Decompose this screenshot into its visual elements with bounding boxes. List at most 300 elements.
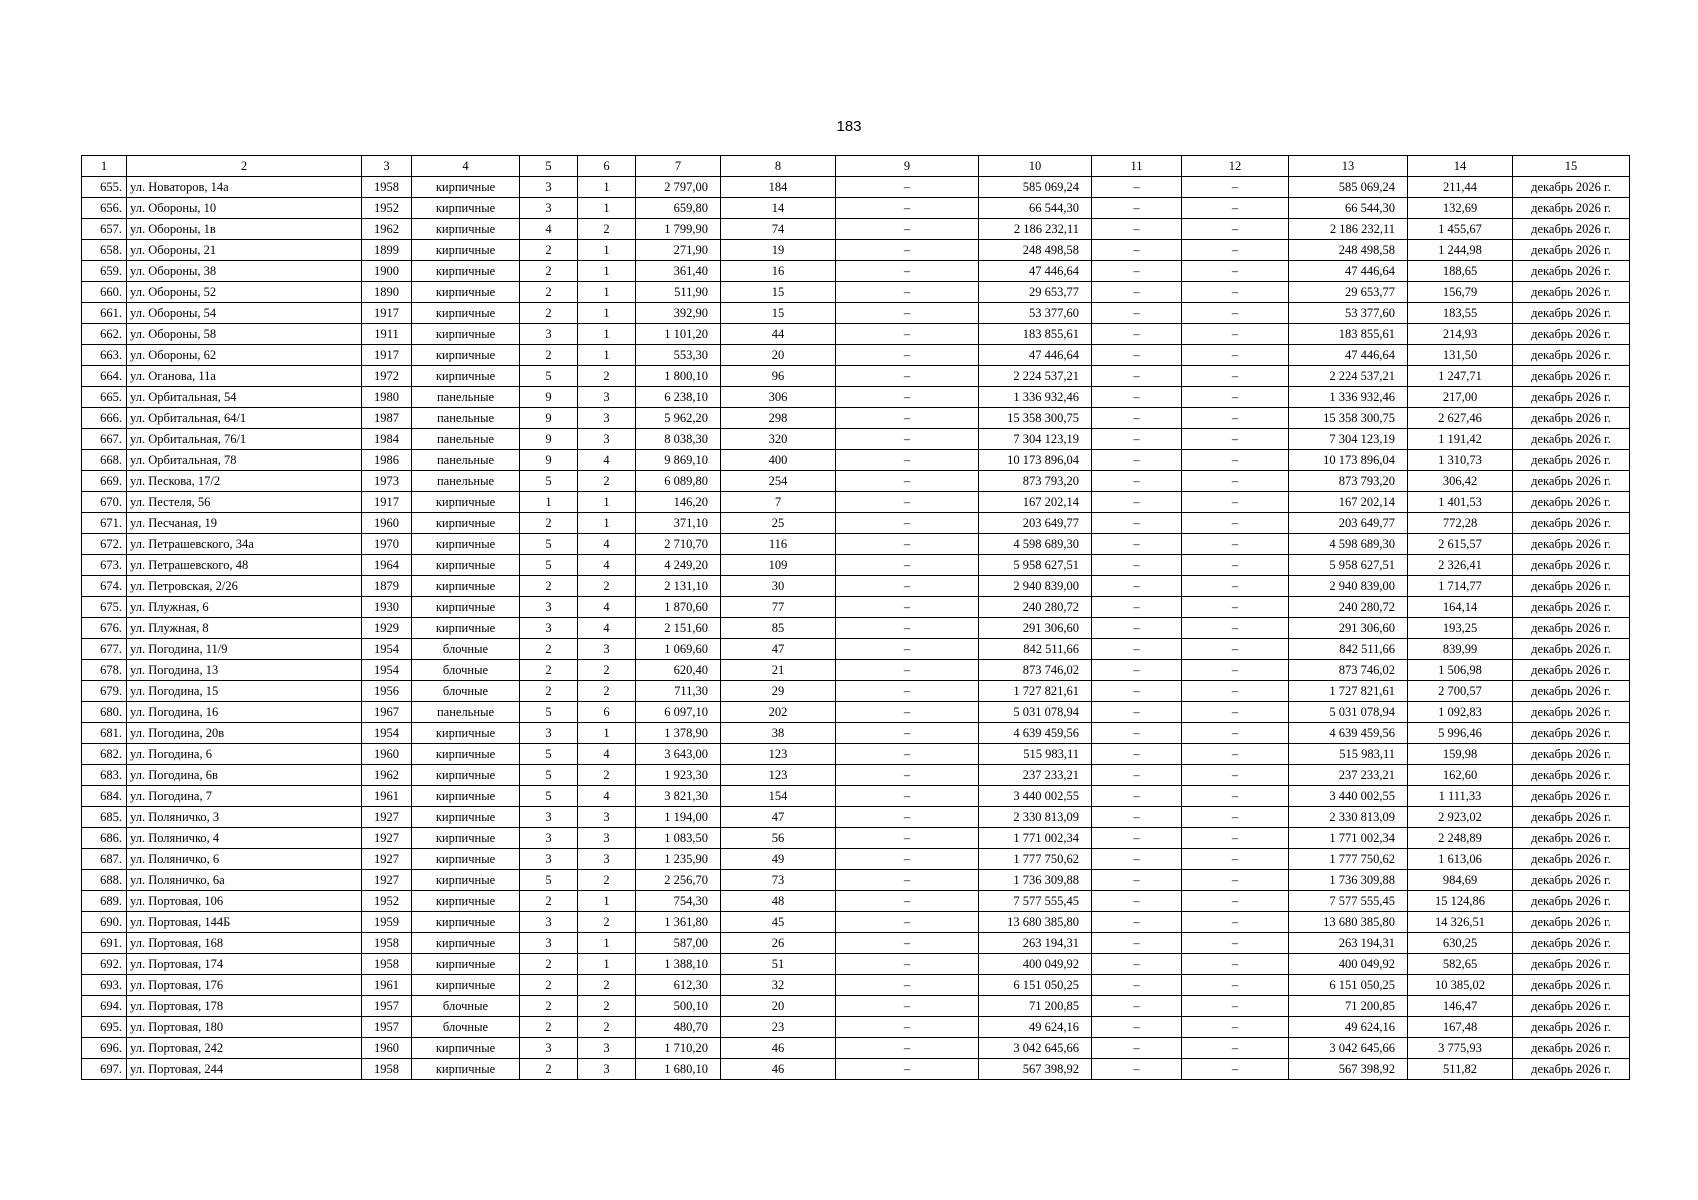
table-cell: кирпичные (412, 891, 520, 912)
table-cell: 4 (578, 744, 636, 765)
table-cell: – (1182, 744, 1289, 765)
table-cell: – (836, 198, 979, 219)
table-cell: 658. (82, 240, 127, 261)
table-cell: 123 (721, 744, 836, 765)
table-cell: – (1182, 933, 1289, 954)
table-cell: 183 855,61 (1289, 324, 1408, 345)
table-cell: 655. (82, 177, 127, 198)
table-cell: 3 440 002,55 (979, 786, 1092, 807)
table-cell: – (1092, 618, 1182, 639)
table-cell: 3 (520, 177, 578, 198)
table-cell: декабрь 2026 г. (1513, 513, 1630, 534)
table-cell: 271,90 (636, 240, 721, 261)
table-cell: 5 031 078,94 (1289, 702, 1408, 723)
table-cell: – (1182, 1038, 1289, 1059)
table-cell: 1 800,10 (636, 366, 721, 387)
table-cell: 1 (578, 345, 636, 366)
table-cell: 567 398,92 (1289, 1059, 1408, 1080)
table-cell: 47 (721, 639, 836, 660)
table-cell: 14 326,51 (1408, 912, 1513, 933)
table-cell: 1 336 932,46 (979, 387, 1092, 408)
table-cell: 156,79 (1408, 282, 1513, 303)
table-cell: 657. (82, 219, 127, 240)
table-cell: – (836, 639, 979, 660)
table-cell: декабрь 2026 г. (1513, 408, 1630, 429)
table-cell: – (1092, 807, 1182, 828)
table-cell: 694. (82, 996, 127, 1017)
table-cell: 49 (721, 849, 836, 870)
table-cell: 3 (578, 387, 636, 408)
table-cell: 2 224 537,21 (979, 366, 1092, 387)
table-cell: 2 627,46 (1408, 408, 1513, 429)
table-cell: декабрь 2026 г. (1513, 975, 1630, 996)
table-cell: ул. Поляничко, 6а (127, 870, 362, 891)
table-cell: 2 (520, 660, 578, 681)
table-cell: кирпичные (412, 492, 520, 513)
table-cell: кирпичные (412, 555, 520, 576)
table-cell: 4 (578, 786, 636, 807)
table-cell: декабрь 2026 г. (1513, 786, 1630, 807)
table-cell: 2 (578, 912, 636, 933)
table-cell: декабрь 2026 г. (1513, 828, 1630, 849)
table-cell: 73 (721, 870, 836, 891)
table-cell: 683. (82, 765, 127, 786)
table-cell: 1930 (362, 597, 412, 618)
table-cell: 3 (578, 408, 636, 429)
table-cell: 511,82 (1408, 1059, 1513, 1080)
table-cell: – (1182, 450, 1289, 471)
table-cell: 688. (82, 870, 127, 891)
table-cell: 4 639 459,56 (1289, 723, 1408, 744)
table-cell: 306 (721, 387, 836, 408)
table-cell: 1960 (362, 513, 412, 534)
table-cell: декабрь 2026 г. (1513, 240, 1630, 261)
table-cell: ул. Петрашевского, 48 (127, 555, 362, 576)
table-cell: 32 (721, 975, 836, 996)
table-cell: 676. (82, 618, 127, 639)
table-cell: 1 777 750,62 (1289, 849, 1408, 870)
table-row (82, 1038, 1630, 1059)
table-cell: 1954 (362, 660, 412, 681)
table-cell: – (1182, 786, 1289, 807)
table-cell: 3 (520, 828, 578, 849)
table-cell: – (1092, 933, 1182, 954)
table-cell: – (836, 828, 979, 849)
table-cell: 669. (82, 471, 127, 492)
table-cell: кирпичные (412, 345, 520, 366)
column-header-6: 6 (578, 156, 636, 177)
table-cell: – (1182, 555, 1289, 576)
table-cell: ул. Погодина, 15 (127, 681, 362, 702)
table-cell: 53 377,60 (1289, 303, 1408, 324)
table-cell: 15 124,86 (1408, 891, 1513, 912)
table-cell: 677. (82, 639, 127, 660)
table-cell: 217,00 (1408, 387, 1513, 408)
table-cell: – (1182, 723, 1289, 744)
table-cell: 56 (721, 828, 836, 849)
table-cell: 2 330 813,09 (979, 807, 1092, 828)
table-cell: – (836, 576, 979, 597)
table-cell: 10 385,02 (1408, 975, 1513, 996)
table-cell: 2 186 232,11 (1289, 219, 1408, 240)
table-cell: 4 598 689,30 (1289, 534, 1408, 555)
column-header-8: 8 (721, 156, 836, 177)
table-cell: 116 (721, 534, 836, 555)
table-cell: 585 069,24 (979, 177, 1092, 198)
table-cell: 14 (721, 198, 836, 219)
table-cell: 3 042 645,66 (1289, 1038, 1408, 1059)
table-cell: – (1092, 996, 1182, 1017)
table-cell: – (836, 240, 979, 261)
table-cell: 1929 (362, 618, 412, 639)
table-cell: 2 (578, 576, 636, 597)
table-cell: 6 238,10 (636, 387, 721, 408)
table-cell: 47 (721, 807, 836, 828)
table-cell: 682. (82, 744, 127, 765)
table-cell: 687. (82, 849, 127, 870)
table-cell: 1960 (362, 1038, 412, 1059)
table-cell: – (1182, 303, 1289, 324)
table-cell: – (1092, 240, 1182, 261)
table-cell: кирпичные (412, 513, 520, 534)
table-cell: 1 111,33 (1408, 786, 1513, 807)
table-cell: 772,28 (1408, 513, 1513, 534)
table-cell: – (1092, 828, 1182, 849)
table-cell: кирпичные (412, 786, 520, 807)
table-cell: кирпичные (412, 807, 520, 828)
table-cell: 5 (520, 366, 578, 387)
table-cell: – (1182, 765, 1289, 786)
table-cell: 2 (520, 954, 578, 975)
table-cell: – (1092, 849, 1182, 870)
table-cell: 53 377,60 (979, 303, 1092, 324)
table-cell: декабрь 2026 г. (1513, 912, 1630, 933)
table-cell: 1 244,98 (1408, 240, 1513, 261)
table-cell: 1927 (362, 870, 412, 891)
table-cell: 237 233,21 (979, 765, 1092, 786)
table-cell: 3 (520, 933, 578, 954)
table-cell: 4 (578, 597, 636, 618)
table-cell: 13 680 385,80 (1289, 912, 1408, 933)
table-cell: декабрь 2026 г. (1513, 471, 1630, 492)
table-cell: 511,90 (636, 282, 721, 303)
table-cell: – (1182, 534, 1289, 555)
table-cell: 1957 (362, 996, 412, 1017)
table-cell: ул. Обороны, 54 (127, 303, 362, 324)
table-cell: декабрь 2026 г. (1513, 534, 1630, 555)
table-cell: – (1092, 870, 1182, 891)
table-cell: декабрь 2026 г. (1513, 492, 1630, 513)
table-cell: 298 (721, 408, 836, 429)
table-cell: 38 (721, 723, 836, 744)
table-row (82, 219, 1630, 240)
table-cell: 693. (82, 975, 127, 996)
table-cell: 3 (520, 807, 578, 828)
table-cell: – (1092, 471, 1182, 492)
table-row (82, 408, 1630, 429)
table-cell: – (1182, 345, 1289, 366)
table-cell: кирпичные (412, 198, 520, 219)
table-cell: 26 (721, 933, 836, 954)
table-cell: ул. Погодина, 11/9 (127, 639, 362, 660)
table-cell: декабрь 2026 г. (1513, 387, 1630, 408)
table-cell: – (836, 618, 979, 639)
table-cell: – (1182, 891, 1289, 912)
table-cell: 154 (721, 786, 836, 807)
table-cell: 1917 (362, 345, 412, 366)
table-cell: – (1182, 828, 1289, 849)
table-header-row (82, 156, 1630, 177)
table-cell: декабрь 2026 г. (1513, 954, 1630, 975)
table-cell: 162,60 (1408, 765, 1513, 786)
table-cell: кирпичные (412, 618, 520, 639)
table-cell: 10 173 896,04 (1289, 450, 1408, 471)
table-cell: – (1092, 345, 1182, 366)
table-cell: 2 326,41 (1408, 555, 1513, 576)
table-cell: 9 (520, 450, 578, 471)
table-cell: 183,55 (1408, 303, 1513, 324)
table-cell: 2 330 813,09 (1289, 807, 1408, 828)
table-cell: 1900 (362, 261, 412, 282)
table-cell: 1962 (362, 219, 412, 240)
table-cell: декабрь 2026 г. (1513, 555, 1630, 576)
table-cell: 9 (520, 408, 578, 429)
table-row (82, 282, 1630, 303)
table-cell: – (1182, 177, 1289, 198)
table-cell: 1 (578, 240, 636, 261)
table-row (82, 1059, 1630, 1080)
table-cell: 2 (520, 681, 578, 702)
table-cell: декабрь 2026 г. (1513, 345, 1630, 366)
table-cell: – (1182, 492, 1289, 513)
table-cell: 188,65 (1408, 261, 1513, 282)
table-cell: ул. Поляничко, 4 (127, 828, 362, 849)
table-cell: 77 (721, 597, 836, 618)
table-cell: 1970 (362, 534, 412, 555)
table-cell: кирпичные (412, 282, 520, 303)
table-cell: панельные (412, 702, 520, 723)
table-cell: ул. Обороны, 38 (127, 261, 362, 282)
table-cell: ул. Обороны, 21 (127, 240, 362, 261)
table-cell: 659. (82, 261, 127, 282)
table-cell: декабрь 2026 г. (1513, 261, 1630, 282)
table-cell: 663. (82, 345, 127, 366)
table-row (82, 849, 1630, 870)
table-cell: – (1182, 807, 1289, 828)
table-cell: кирпичные (412, 261, 520, 282)
table-cell: – (1182, 387, 1289, 408)
table-cell: 167,48 (1408, 1017, 1513, 1038)
table-cell: 4 598 689,30 (979, 534, 1092, 555)
table-cell: кирпичные (412, 303, 520, 324)
table-cell: 1 506,98 (1408, 660, 1513, 681)
table-cell: 1956 (362, 681, 412, 702)
table-cell: 3 (578, 1038, 636, 1059)
table-row (82, 324, 1630, 345)
table-cell: 2 (520, 576, 578, 597)
table-cell: ул. Погодина, 6 (127, 744, 362, 765)
table-cell: декабрь 2026 г. (1513, 702, 1630, 723)
table-cell: – (1182, 576, 1289, 597)
table-cell: – (1092, 261, 1182, 282)
column-header-15: 15 (1513, 156, 1630, 177)
table-cell: декабрь 2026 г. (1513, 429, 1630, 450)
table-cell: 4 249,20 (636, 555, 721, 576)
table-cell: 4 639 459,56 (979, 723, 1092, 744)
table-cell: ул. Поляничко, 3 (127, 807, 362, 828)
table-cell: 1987 (362, 408, 412, 429)
table-cell: ул. Песчаная, 19 (127, 513, 362, 534)
table-cell: – (836, 471, 979, 492)
table-cell: 670. (82, 492, 127, 513)
table-cell: – (1182, 240, 1289, 261)
table-cell: – (836, 324, 979, 345)
table-cell: 1 (578, 282, 636, 303)
table-cell: – (1182, 324, 1289, 345)
table-cell: 754,30 (636, 891, 721, 912)
table-cell: ул. Портовая, 244 (127, 1059, 362, 1080)
table-cell: кирпичные (412, 240, 520, 261)
table-cell: 1 923,30 (636, 765, 721, 786)
table-body (82, 177, 1630, 1080)
table-row (82, 870, 1630, 891)
table-cell: 371,10 (636, 513, 721, 534)
table-cell: 15 358 300,75 (979, 408, 1092, 429)
table-cell: декабрь 2026 г. (1513, 1038, 1630, 1059)
table-cell: декабрь 2026 г. (1513, 765, 1630, 786)
table-row (82, 975, 1630, 996)
table-cell: – (836, 744, 979, 765)
table-row (82, 261, 1630, 282)
table-cell: 400 049,92 (1289, 954, 1408, 975)
table-cell: 9 (520, 429, 578, 450)
table-cell: 159,98 (1408, 744, 1513, 765)
column-header-13: 13 (1289, 156, 1408, 177)
table-cell: 6 (578, 702, 636, 723)
table-cell: 664. (82, 366, 127, 387)
table-cell: 237 233,21 (1289, 765, 1408, 786)
table-row (82, 177, 1630, 198)
table-cell: 659,80 (636, 198, 721, 219)
table-cell: – (836, 555, 979, 576)
table-cell: декабрь 2026 г. (1513, 303, 1630, 324)
table-cell: 678. (82, 660, 127, 681)
table-cell: 691. (82, 933, 127, 954)
table-cell: – (836, 177, 979, 198)
column-header-4: 4 (412, 156, 520, 177)
table-cell: 5 (520, 702, 578, 723)
table-cell: – (1182, 219, 1289, 240)
table-cell: 1 727 821,61 (1289, 681, 1408, 702)
table-cell: 842 511,66 (979, 639, 1092, 660)
table-cell: – (1092, 954, 1182, 975)
table-cell: ул. Плужная, 8 (127, 618, 362, 639)
table-cell: 1 (578, 933, 636, 954)
table-cell: декабрь 2026 г. (1513, 450, 1630, 471)
table-cell: 686. (82, 828, 127, 849)
table-cell: 2 131,10 (636, 576, 721, 597)
table-cell: 5 (520, 786, 578, 807)
table-cell: 2 (520, 282, 578, 303)
table-cell: 2 (578, 471, 636, 492)
table-cell: – (836, 387, 979, 408)
table-cell: 673. (82, 555, 127, 576)
table-cell: 400 049,92 (979, 954, 1092, 975)
table-cell: 1 (578, 891, 636, 912)
table-cell: декабрь 2026 г. (1513, 324, 1630, 345)
table-cell: – (1092, 639, 1182, 660)
table-cell: 515 983,11 (1289, 744, 1408, 765)
table-cell: декабрь 2026 г. (1513, 744, 1630, 765)
table-row (82, 576, 1630, 597)
table-cell: 1958 (362, 933, 412, 954)
table-cell: декабрь 2026 г. (1513, 366, 1630, 387)
table-cell: 29 653,77 (1289, 282, 1408, 303)
table-cell: 2 615,57 (1408, 534, 1513, 555)
table-row (82, 345, 1630, 366)
table-cell: кирпичные (412, 177, 520, 198)
table-cell: 1 799,90 (636, 219, 721, 240)
table-cell: ул. Петровская, 2/26 (127, 576, 362, 597)
table-cell: 666. (82, 408, 127, 429)
table-cell: 1 235,90 (636, 849, 721, 870)
table-cell: 263 194,31 (1289, 933, 1408, 954)
table-cell: 3 (578, 1059, 636, 1080)
table-cell: 662. (82, 324, 127, 345)
table-cell: ул. Погодина, 7 (127, 786, 362, 807)
table-cell: 1958 (362, 1059, 412, 1080)
table-cell: 1879 (362, 576, 412, 597)
table-cell: 1 727 821,61 (979, 681, 1092, 702)
table-cell: 2 (578, 975, 636, 996)
table-cell: кирпичные (412, 954, 520, 975)
table-cell: 74 (721, 219, 836, 240)
table-cell: 661. (82, 303, 127, 324)
table-cell: декабрь 2026 г. (1513, 177, 1630, 198)
table-cell: декабрь 2026 г. (1513, 723, 1630, 744)
table-cell: 5 (520, 744, 578, 765)
table-row (82, 471, 1630, 492)
table-cell: кирпичные (412, 1038, 520, 1059)
table-cell: 2 248,89 (1408, 828, 1513, 849)
table-cell: 1 736 309,88 (1289, 870, 1408, 891)
table-cell: декабрь 2026 г. (1513, 1059, 1630, 1080)
table-cell: – (1182, 198, 1289, 219)
table-cell: 71 200,85 (979, 996, 1092, 1017)
table-cell: 1960 (362, 744, 412, 765)
table-cell: панельные (412, 450, 520, 471)
table-cell: блочные (412, 660, 520, 681)
table-row (82, 765, 1630, 786)
table-cell: 1 401,53 (1408, 492, 1513, 513)
table-cell: 1 083,50 (636, 828, 721, 849)
table-cell: 1 (578, 492, 636, 513)
table-cell: 9 (520, 387, 578, 408)
table-cell: ул. Орбитальная, 78 (127, 450, 362, 471)
table-cell: 2 (578, 219, 636, 240)
table-cell: 109 (721, 555, 836, 576)
table-cell: 696. (82, 1038, 127, 1059)
table-row (82, 303, 1630, 324)
table-cell: 2 (520, 891, 578, 912)
table-cell: 184 (721, 177, 836, 198)
table-cell: ул. Погодина, 16 (127, 702, 362, 723)
column-header-12: 12 (1182, 156, 1289, 177)
table-cell: 685. (82, 807, 127, 828)
table-cell: 5 (520, 471, 578, 492)
table-cell: 202 (721, 702, 836, 723)
table-cell: 7 (721, 492, 836, 513)
